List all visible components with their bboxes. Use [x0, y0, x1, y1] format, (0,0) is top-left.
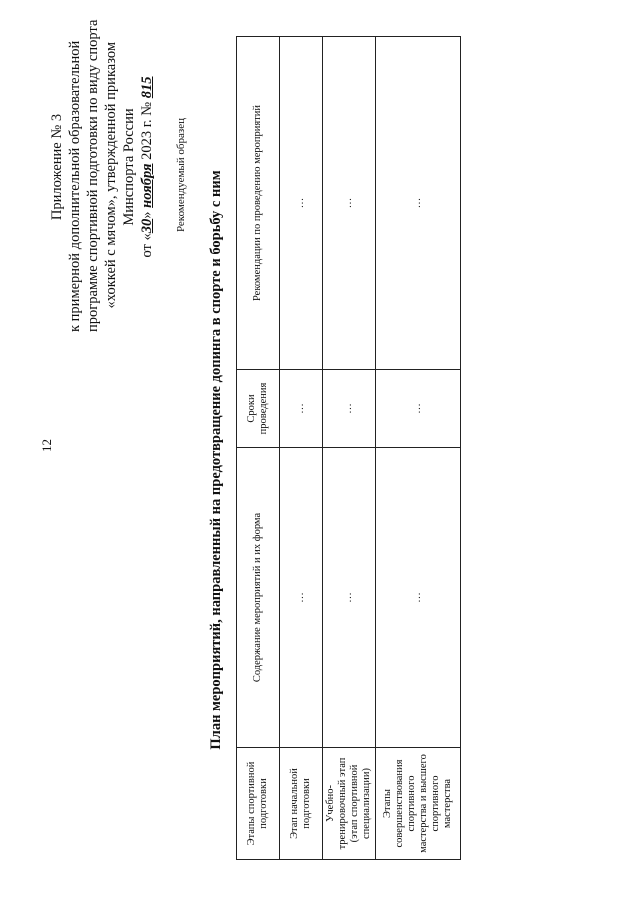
date-prefix: от «: [139, 233, 155, 258]
table-cell-recommendation: …: [323, 37, 376, 370]
table-cell-recommendation: …: [280, 37, 323, 370]
plan-title: План мероприятий, направленный на предотвращение допинга в спорте и борьбу с ним: [208, 170, 224, 750]
appendix-line-2: к примерной дополнительной образовательной: [67, 40, 83, 332]
table-cell-stage: Учебно-тренировочный этап (этап спортивной специализации): [323, 748, 376, 860]
appendix-line-4: «хоккей с мячом», утвержденной приказом: [103, 42, 119, 309]
date-year: 2023 г. №: [139, 101, 155, 160]
table-cell-content: …: [323, 448, 376, 748]
appendix-header: [48, 19, 156, 332]
table-cell-stage: Этап начальной подготовки: [280, 748, 323, 860]
plan-table: [236, 36, 461, 860]
header-timing: Сроки проведения: [237, 370, 280, 448]
appendix-line-3: программе спортивной подготовки по виду спорта: [85, 19, 101, 332]
appendix-line-5: Минспорта России: [121, 108, 137, 226]
header-recommendations: Рекомендации по проведению мероприятий: [237, 37, 280, 370]
appendix-number: Приложение № 3: [49, 113, 65, 221]
date-mid: »: [139, 211, 155, 219]
table-header-row: [237, 37, 280, 860]
page-number: 12: [39, 439, 54, 452]
table-cell-content: …: [280, 448, 323, 748]
table-cell-timing: …: [323, 370, 376, 448]
table-row: [376, 37, 461, 860]
table-cell-content: …: [376, 448, 461, 748]
date-month: ноября: [139, 163, 155, 208]
appendix-date-line: [138, 42, 156, 332]
table-cell-timing: …: [376, 370, 461, 448]
recommended-label: Рекомендуемый образец: [175, 117, 187, 233]
date-day: 30: [139, 218, 155, 234]
table-cell-stage: Этапы совершенствования спортивного мастерства и высшего спортивного мастерства: [376, 748, 461, 860]
header-stages: Этапы спортивной подготовки: [237, 748, 280, 860]
table-row: [323, 37, 376, 860]
order-number: 815: [139, 76, 155, 99]
table-row: [280, 37, 323, 860]
table-cell-timing: …: [280, 370, 323, 448]
table-cell-recommendation: …: [376, 37, 461, 370]
header-content: Содержание мероприятий и их форма: [237, 448, 280, 748]
